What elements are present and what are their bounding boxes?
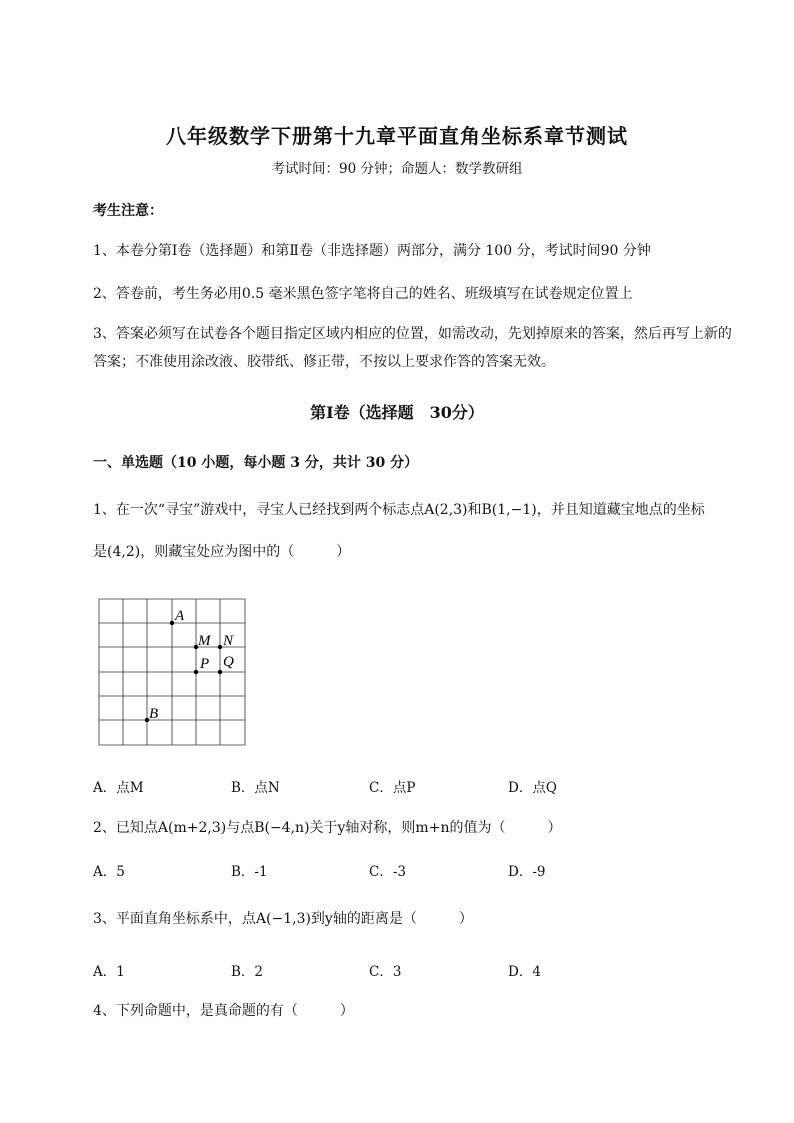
part1-title: 第Ⅰ卷（选择题 30分）: [310, 403, 484, 422]
exam-info: 考试时间：90 分钟；命题人：数学教研组: [271, 161, 523, 177]
q3-option-d[interactable]: D．4: [508, 964, 541, 980]
notice-item-1: 1、本卷分第Ⅰ卷（选择题）和第Ⅱ卷（非选择题）两部分，满分 100 分，考试时间90 分钟: [93, 243, 651, 259]
q2-option-b[interactable]: B．-1: [231, 864, 268, 880]
notice-item-2: 2、答卷前，考生务必用0.5 毫米黑色签字笔将自己的姓名、班级填写在试卷规定位置上: [93, 286, 633, 302]
q3-option-c[interactable]: C．3: [369, 964, 402, 980]
question-1-figure: [98, 598, 246, 746]
label-b: B: [149, 706, 159, 722]
question-2-text: 2、已知点A(m+2,3)与点B(−4,n)关于y轴对称，则m+n的值为（ ）: [93, 820, 562, 836]
point-n: [218, 645, 222, 649]
question-3-text: 3、平面直角坐标系中，点A(−1,3)到y轴的距离是（ ）: [93, 911, 473, 927]
point-a: [170, 621, 174, 625]
q2-option-d[interactable]: D．-9: [508, 864, 546, 880]
notice-heading: 考生注意：: [93, 203, 163, 219]
q1-option-b[interactable]: B．点N: [231, 780, 280, 796]
q1-option-c[interactable]: C．点P: [369, 780, 416, 796]
label-a: A: [175, 608, 185, 624]
q3-option-a[interactable]: A．1: [93, 964, 125, 980]
q2-option-a[interactable]: A．5: [93, 864, 125, 880]
page-title: 八年级数学下册第十九章平面直角坐标系章节测试: [166, 124, 628, 148]
label-p: P: [200, 656, 210, 672]
label-n: N: [223, 633, 234, 649]
grid-figure: [98, 598, 246, 746]
notice-item-3: 3、答案必须写在试卷各个题目指定区域内相应的位置，如需改动，先划掉原来的答案，然后再写上新的答案；不准使用涂改液、胶带纸、修正带，不按以上要求作答的答案无效。: [93, 326, 732, 370]
q1-option-d[interactable]: D．点Q: [508, 780, 557, 796]
section-heading: 一、单选题（10 小题，每小题 3 分，共计 30 分）: [93, 455, 419, 471]
label-q: Q: [223, 654, 234, 670]
point-p: [194, 670, 198, 674]
q2-option-c[interactable]: C．-3: [369, 864, 406, 880]
point-q: [218, 670, 222, 674]
q3-option-b[interactable]: B．2: [231, 964, 264, 980]
q1-option-a[interactable]: A．点M: [93, 780, 144, 796]
question-1-text-cont: 是(4,2)，则藏宝处应为图中的（ ）: [93, 544, 351, 560]
question-1-text: 1、在一次“寻宝”游戏中，寻宝人已经找到两个标志点A(2,3)和B(1,−1)，并且知道藏宝地点的坐标: [93, 502, 705, 518]
label-m: M: [198, 633, 211, 649]
question-4-text: 4、下列命题中，是真命题的有（ ）: [93, 1003, 354, 1019]
